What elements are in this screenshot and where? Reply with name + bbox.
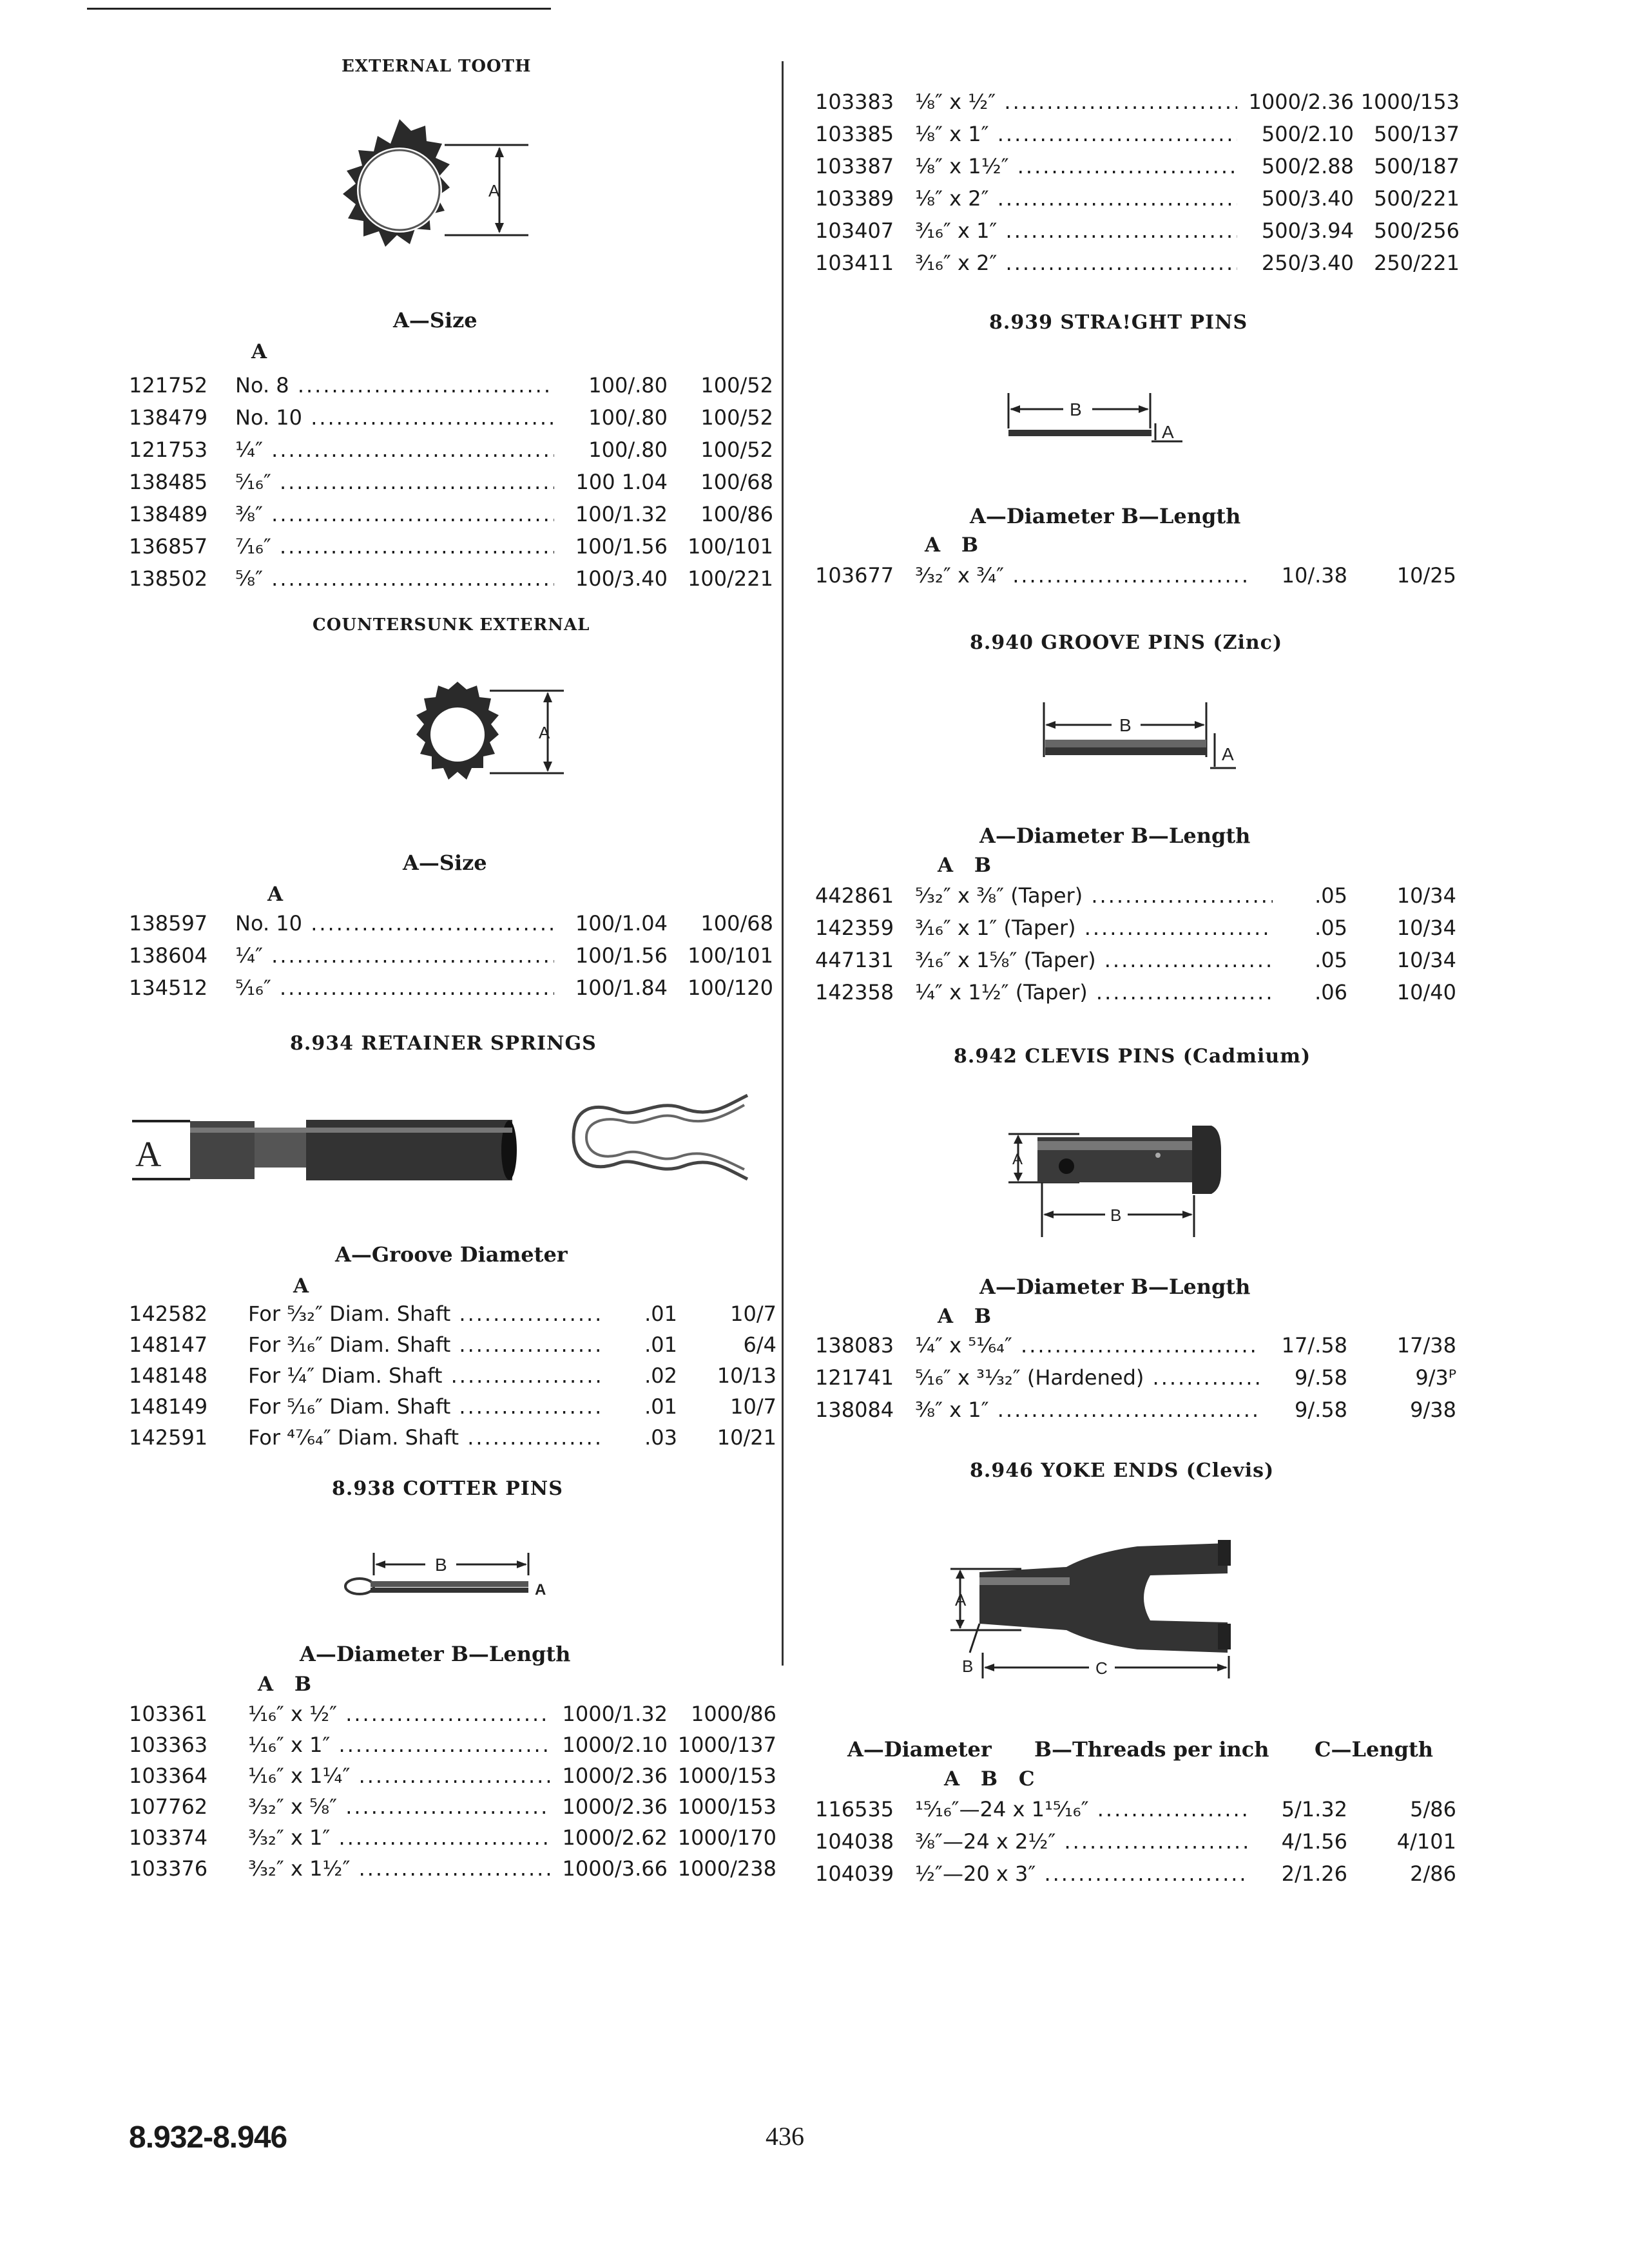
table-row — [815, 182, 1463, 215]
price-b: 100/68 — [700, 470, 773, 494]
size-description: ¹⁄₁₆″ x ½″ ..... — [248, 1698, 551, 1730]
size-description: ¼″ ..... — [235, 434, 554, 466]
size-description: For ⁵⁄₁₆″ Diam. Shaft ..... — [248, 1390, 602, 1423]
price-b: 10/7 — [730, 1302, 776, 1326]
price-b: 1000/86 — [691, 1702, 776, 1726]
price-a: 100/.80 — [554, 401, 668, 434]
straight-pins-column-letters: A B — [925, 533, 979, 557]
price-a: 9/.58 — [1260, 1361, 1347, 1394]
price-b: 100/52 — [700, 405, 773, 430]
table-row — [815, 1329, 1463, 1361]
size-description: No. 10 ..... — [235, 907, 554, 939]
size-description: ³⁄₁₆″ x 1″ ..... — [915, 215, 1237, 247]
table-row — [129, 1390, 776, 1423]
price-a: .05 — [1273, 879, 1347, 912]
size-description: ⅛″ x 1½″ ..... — [915, 150, 1237, 182]
countersunk-washer-figure — [387, 677, 580, 793]
price-b: 100/52 — [700, 373, 773, 398]
table-row — [129, 1852, 776, 1885]
straight-pins-caption: A—Diameter B—Length — [970, 504, 1241, 528]
price-b: 100/86 — [700, 502, 773, 526]
section-title-groove-pins: 8.940 GROOVE PINS (Zinc) — [970, 631, 1283, 654]
part-number: 142582 — [129, 1302, 208, 1326]
part-number: 103363 — [129, 1733, 208, 1757]
table-row — [129, 1698, 776, 1730]
section-title-countersunk: COUNTERSUNK EXTERNAL — [313, 615, 590, 635]
groove-pins-caption: A—Diameter B—Length — [979, 823, 1251, 848]
price-a: 100 1.04 — [554, 466, 668, 498]
price-a: .05 — [1273, 944, 1347, 976]
price-b: 100/120 — [688, 975, 773, 1000]
part-number: 103364 — [129, 1763, 208, 1788]
price-a: 4/1.56 — [1247, 1825, 1347, 1858]
price-b: 10/40 — [1396, 980, 1456, 1004]
price-a: 17/.58 — [1260, 1329, 1347, 1361]
size-description: ³⁄₁₆″ x 2″ ..... — [915, 247, 1237, 279]
price-a: 1000/2.36 — [551, 1791, 668, 1823]
clevis-pins-caption: A—Diameter B—Length — [979, 1274, 1251, 1299]
section-title-straight-pins: 8.939 STRA!GHT PINS — [989, 311, 1248, 334]
part-number: 121741 — [815, 1365, 894, 1390]
size-description: ⅜″ x 1″ ..... — [915, 1394, 1260, 1426]
retainer-spring-figure — [129, 1082, 767, 1211]
price-a: 100/.80 — [554, 369, 668, 401]
table-row — [129, 939, 773, 972]
svg-text:A: A — [488, 181, 500, 200]
external-tooth-column-letters: A — [251, 340, 267, 363]
price-a: 5/1.32 — [1247, 1793, 1347, 1825]
table-row — [129, 498, 773, 530]
table-row — [129, 1360, 776, 1392]
price-a: 100/1.56 — [554, 939, 668, 972]
table-row — [815, 1825, 1463, 1858]
price-b: 4/101 — [1396, 1829, 1456, 1854]
table-row — [815, 944, 1463, 976]
price-a: 1000/2.10 — [551, 1729, 668, 1761]
part-number: 142359 — [815, 916, 894, 940]
size-description: ¹⁵⁄₁₆″—24 x 1¹⁵⁄₁₆″ ..... — [915, 1793, 1247, 1825]
price-a: 500/2.88 — [1237, 150, 1354, 182]
size-description: ³⁄₁₆″ x 1″ (Taper) ..... — [915, 912, 1273, 944]
size-description: ¼″ x ⁵¹⁄₆₄″ ..... — [915, 1329, 1260, 1361]
price-b: 500/221 — [1374, 186, 1460, 211]
cotter-pin-length-label: B — [435, 1555, 447, 1575]
size-description: ³⁄₃₂″ x 1″ ..... — [248, 1821, 551, 1854]
price-a: 500/2.10 — [1237, 118, 1354, 150]
part-number: 103383 — [815, 90, 894, 114]
size-description: ⁵⁄₁₆″ ..... — [235, 972, 554, 1004]
price-b: 100/101 — [688, 534, 773, 559]
part-number: 442861 — [815, 883, 894, 908]
part-number: 103407 — [815, 218, 894, 243]
cotter-pin-diameter-label: A — [535, 1581, 546, 1599]
table-row — [129, 1821, 776, 1854]
price-a: .03 — [602, 1421, 677, 1454]
cotter-pin-figure — [342, 1546, 574, 1604]
table-row — [815, 559, 1463, 591]
table-row — [129, 434, 773, 466]
part-number: 104038 — [815, 1829, 894, 1854]
part-number: 148147 — [129, 1332, 208, 1357]
part-number: 138502 — [129, 566, 208, 591]
size-description: ⅜″ ..... — [235, 498, 554, 530]
external-tooth-washer-figure — [316, 116, 548, 271]
price-b: 100/101 — [688, 943, 773, 968]
table-row — [815, 1858, 1463, 1890]
size-description: For ³⁄₁₆″ Diam. Shaft ..... — [248, 1329, 602, 1361]
size-description: ½″—20 x 3″ ..... — [915, 1858, 1247, 1890]
section-title-yoke-ends: 8.946 YOKE ENDS (Clevis) — [970, 1459, 1275, 1482]
price-a: 1000/2.36 — [551, 1760, 668, 1792]
retainer-springs-caption: A—Groove Diameter — [335, 1242, 568, 1267]
straight-pin-figure — [989, 383, 1195, 454]
price-b: 1000/153 — [677, 1763, 776, 1788]
section-title-external-tooth: EXTERNAL TOOTH — [342, 57, 532, 76]
external-tooth-caption: A—Size — [393, 308, 477, 332]
size-description: ⁵⁄₃₂″ x ⅜″ (Taper) ..... — [915, 879, 1273, 912]
size-description: ⁵⁄₁₆″ ..... — [235, 466, 554, 498]
yoke-ends-caption-b: B—Threads per inch — [1034, 1737, 1269, 1762]
price-a: .02 — [602, 1360, 677, 1392]
table-row — [815, 118, 1463, 150]
part-number: 103389 — [815, 186, 894, 211]
yoke-end-threads-label: B — [962, 1657, 974, 1676]
part-number: 136857 — [129, 534, 208, 559]
size-description: ⅛″ x 1″ ..... — [915, 118, 1237, 150]
part-number: 142591 — [129, 1425, 208, 1450]
price-b: 500/256 — [1374, 218, 1460, 243]
section-title-retainer-springs: 8.934 RETAINER SPRINGS — [290, 1032, 597, 1055]
price-a: .06 — [1273, 976, 1347, 1008]
clevis-pin-diameter-label: A — [1012, 1151, 1023, 1168]
price-b: 100/221 — [688, 566, 773, 591]
price-b: 1000/153 — [677, 1794, 776, 1819]
part-number: 134512 — [129, 975, 208, 1000]
yoke-ends-caption-c: C—Length — [1315, 1737, 1434, 1762]
price-b: 10/25 — [1396, 563, 1456, 588]
price-b: 10/34 — [1396, 916, 1456, 940]
part-number: 116535 — [815, 1797, 894, 1821]
price-b: 100/52 — [700, 437, 773, 462]
size-description: For ⁵⁄₃₂″ Diam. Shaft ..... — [248, 1298, 602, 1330]
yoke-end-length-label: C — [1095, 1658, 1108, 1678]
table-row — [815, 86, 1463, 118]
groove-pin-length-label: B — [1119, 715, 1132, 735]
price-a: 2/1.26 — [1247, 1858, 1347, 1890]
page-number: 436 — [766, 2122, 804, 2151]
size-description: ¹⁄₁₆″ x 1¼″ ..... — [248, 1760, 551, 1792]
svg-text:A: A — [539, 723, 550, 742]
price-a: 100/3.40 — [554, 562, 668, 595]
price-a: 100/1.84 — [554, 972, 668, 1004]
price-b: 5/86 — [1410, 1797, 1456, 1821]
groove-pin-figure — [1031, 696, 1250, 780]
price-b: 9/3ᴾ — [1415, 1365, 1456, 1390]
price-a: 1000/1.32 — [551, 1698, 668, 1730]
price-b: 10/34 — [1396, 948, 1456, 972]
price-a: .01 — [602, 1390, 677, 1423]
part-number: 103385 — [815, 122, 894, 146]
table-row — [815, 1394, 1463, 1426]
retainer-springs-column-letters: A — [293, 1274, 309, 1298]
part-number: 148149 — [129, 1394, 208, 1419]
cotter-pins-column-letters: A B — [258, 1673, 312, 1696]
part-number: 138485 — [129, 470, 208, 494]
price-b: 10/21 — [717, 1425, 776, 1450]
price-a: 100/.80 — [554, 434, 668, 466]
price-a: 250/3.40 — [1237, 247, 1354, 279]
price-a: 100/1.04 — [554, 907, 668, 939]
retainer-spring-diagram-label: A — [135, 1135, 162, 1175]
table-row — [129, 972, 773, 1004]
yoke-ends-column-letters: A B C — [944, 1767, 1035, 1791]
price-b: 10/13 — [717, 1363, 776, 1388]
table-row — [129, 1729, 776, 1761]
price-a: 100/1.32 — [554, 498, 668, 530]
table-row — [129, 907, 773, 939]
table-row — [815, 215, 1463, 247]
table-row — [129, 1421, 776, 1454]
price-a: .01 — [602, 1298, 677, 1330]
size-description: ⅛″ x ½″ ..... — [915, 86, 1237, 118]
price-b: 6/4 — [743, 1332, 776, 1357]
part-number: 447131 — [815, 948, 894, 972]
price-a: 500/3.40 — [1237, 182, 1354, 215]
table-row — [129, 530, 773, 562]
price-b: 500/187 — [1374, 154, 1460, 178]
yoke-end-figure — [944, 1527, 1305, 1688]
table-row — [129, 562, 773, 595]
groove-pins-column-letters: A B — [938, 854, 992, 877]
part-number: 148148 — [129, 1363, 208, 1388]
size-description: ³⁄₁₆″ x 1⅝″ (Taper) ..... — [915, 944, 1273, 976]
cotter-pins-caption: A—Diameter B—Length — [300, 1642, 571, 1666]
clevis-pins-column-letters: A B — [938, 1305, 992, 1328]
price-a: 1000/2.36 — [1237, 86, 1354, 118]
part-number: 142358 — [815, 980, 894, 1004]
price-a: 1000/2.62 — [551, 1821, 668, 1854]
price-b: 17/38 — [1396, 1333, 1456, 1358]
part-number: 103677 — [815, 563, 894, 588]
table-row — [815, 879, 1463, 912]
price-a: 500/3.94 — [1237, 215, 1354, 247]
price-b: 9/38 — [1410, 1398, 1456, 1422]
price-a: 1000/3.66 — [551, 1852, 668, 1885]
part-number: 138489 — [129, 502, 208, 526]
straight-pin-length-label: B — [1070, 399, 1082, 419]
table-row — [129, 1760, 776, 1792]
groove-pin-diameter-label: A — [1222, 744, 1234, 764]
part-number: 121752 — [129, 373, 208, 398]
countersunk-caption: A—Size — [403, 850, 487, 875]
size-description: No. 10 ..... — [235, 401, 554, 434]
clevis-pin-length-label: B — [1110, 1206, 1122, 1225]
table-row — [815, 1361, 1463, 1394]
price-b: 10/7 — [730, 1394, 776, 1419]
part-number: 103411 — [815, 251, 894, 275]
price-b: 250/221 — [1374, 251, 1460, 275]
part-number: 121753 — [129, 437, 208, 462]
clevis-pin-figure — [989, 1118, 1279, 1240]
yoke-end-diameter-label: A — [955, 1590, 967, 1610]
price-b: 500/137 — [1374, 122, 1460, 146]
table-row — [129, 1791, 776, 1823]
table-row — [815, 150, 1463, 182]
part-number: 103374 — [129, 1825, 208, 1850]
size-description: ⁵⁄₁₆″ x ³¹⁄₃₂″ (Hardened) ..... — [915, 1361, 1260, 1394]
table-row — [129, 466, 773, 498]
table-row — [129, 369, 773, 401]
part-number: 138604 — [129, 943, 208, 968]
price-a: .01 — [602, 1329, 677, 1361]
price-b: 1000/153 — [1360, 90, 1460, 114]
table-row — [129, 1298, 776, 1330]
part-number: 107762 — [129, 1794, 208, 1819]
size-description: ³⁄₃₂″ x ⅝″ ..... — [248, 1791, 551, 1823]
price-b: 1000/137 — [677, 1733, 776, 1757]
size-description: ³⁄₃₂″ x ¾″ ..... — [915, 559, 1247, 591]
yoke-ends-caption-a: A—Diameter — [847, 1737, 992, 1762]
size-description: ⅜″—24 x 2½″ ..... — [915, 1825, 1247, 1858]
table-row — [129, 1329, 776, 1361]
table-row — [815, 976, 1463, 1008]
straight-pin-diameter-label: A — [1162, 422, 1174, 442]
size-description: ⅝″ ..... — [235, 562, 554, 595]
table-row — [815, 912, 1463, 944]
page-section-range: 8.932-8.946 — [129, 2120, 287, 2155]
table-row — [815, 247, 1463, 279]
part-number: 103361 — [129, 1702, 208, 1726]
size-description: ⁷⁄₁₆″ ..... — [235, 530, 554, 562]
size-description: ¹⁄₁₆″ x 1″ ..... — [248, 1729, 551, 1761]
table-row — [129, 401, 773, 434]
price-a: 10/.38 — [1247, 559, 1347, 591]
size-description: ¼″ x 1½″ (Taper) ..... — [915, 976, 1273, 1008]
price-b: 1000/238 — [677, 1856, 776, 1881]
part-number: 103376 — [129, 1856, 208, 1881]
price-b: 100/68 — [700, 911, 773, 936]
price-b: 2/86 — [1410, 1861, 1456, 1886]
section-title-cotter-pins: 8.938 COTTER PINS — [332, 1477, 563, 1500]
part-number: 103387 — [815, 154, 894, 178]
part-number: 104039 — [815, 1861, 894, 1886]
price-b: 10/34 — [1396, 883, 1456, 908]
size-description: For ¼″ Diam. Shaft ..... — [248, 1360, 602, 1392]
size-description: ¼″ ..... — [235, 939, 554, 972]
section-title-clevis-pins: 8.942 CLEVIS PINS (Cadmium) — [954, 1045, 1311, 1068]
part-number: 138083 — [815, 1333, 894, 1358]
top-rule — [87, 8, 551, 10]
price-a: 100/1.56 — [554, 530, 668, 562]
part-number: 138479 — [129, 405, 208, 430]
size-description: ³⁄₃₂″ x 1½″ ..... — [248, 1852, 551, 1885]
table-row — [815, 1793, 1463, 1825]
column-divider — [782, 61, 784, 1666]
size-description: No. 8 ..... — [235, 369, 554, 401]
countersunk-column-letters: A — [267, 883, 284, 906]
part-number: 138597 — [129, 911, 208, 936]
price-a: .05 — [1273, 912, 1347, 944]
size-description: ⅛″ x 2″ ..... — [915, 182, 1237, 215]
price-a: 9/.58 — [1260, 1394, 1347, 1426]
price-b: 1000/170 — [677, 1825, 776, 1850]
part-number: 138084 — [815, 1398, 894, 1422]
size-description: For ⁴⁷⁄₆₄″ Diam. Shaft ..... — [248, 1421, 602, 1454]
